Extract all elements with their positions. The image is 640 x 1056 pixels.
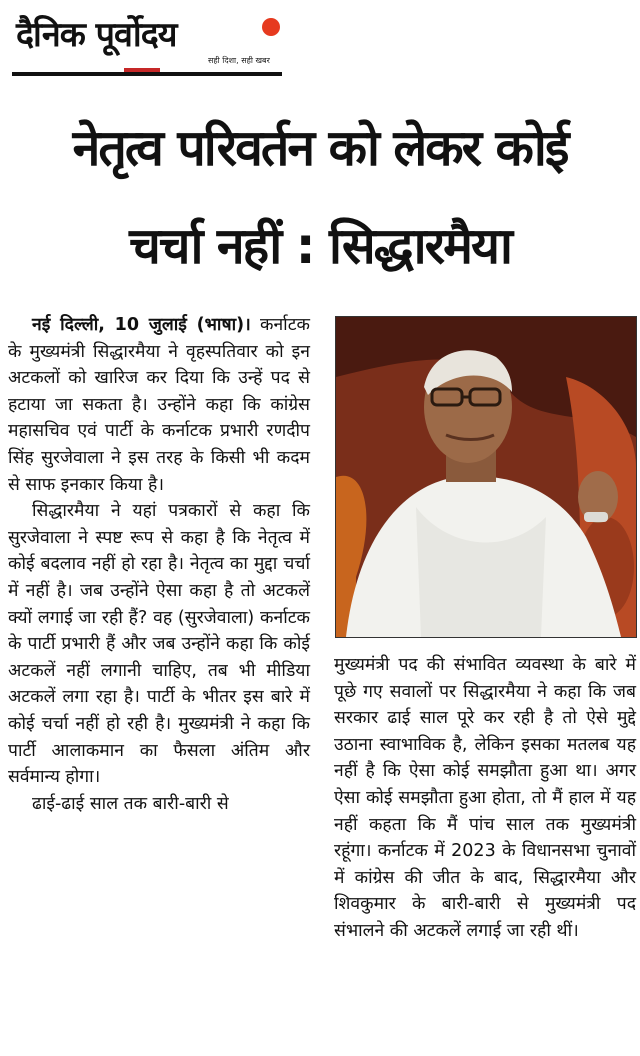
headline-line-1: नेतृत्व परिवर्तन को लेकर कोई xyxy=(72,119,568,177)
article-paragraph-3-continued: मुख्यमंत्री पद की संभावित व्यवस्था के बारे में पूछे गए सवालों पर सिद्धारमैया ने कहा कि जब सरकार ढाई साल पूरे कर रही है तो ऐसे मुद्दे उठाना स्वाभाविक है, लेकिन इसका मतलब यह नहीं है कि ऐसा कोई समझौता हुआ था। अगर ऐसा कोई समझौता हुआ होता, तो मैं हाल में यह नहीं कहता कि मैं पांच साल तक मुख्यमंत्री रहूंगा। कर्नाटक में 2023 के विधानसभा चुनावों में कांग्रेस की जीत के बाद, सिद्धारमैया और शिवकुमार के बारी-बारी से मुख्यमंत्री पद संभालने की अटकलें लगाई जा रही थीं। xyxy=(334,655,636,941)
article-column-right xyxy=(334,652,636,945)
paragraph-1-text: कर्नाटक के मुख्यमंत्री सिद्धारमैया ने वृहस्पतिवार को इन अटकलों को खारिज कर दिया कि उन्हें पद से हटाया जा सकता है। उन्होंने कहा कि कांग्रेस महासचिव एवं पार्टी के कर्नाटक प्रभारी रणदीप सिंह सुरजेवाला ने इस तरह के किसी भी कदम से साफ इनकार किया है। xyxy=(8,315,310,495)
masthead-tagline: सही दिशा, सही खबर xyxy=(208,56,270,65)
headline-line-2: चर्चा नहीं : सिद्धारमैया xyxy=(129,217,511,275)
masthead-rule xyxy=(12,72,282,76)
dateline: नई दिल्ली, 10 जुलाई (भाषा)। xyxy=(32,315,251,335)
brand-dot-icon xyxy=(262,18,280,36)
article-photo xyxy=(335,316,637,638)
masthead xyxy=(12,8,292,74)
chief-minister-photo-icon xyxy=(336,317,636,637)
article-column-left xyxy=(8,312,310,817)
article-paragraph-1 xyxy=(8,312,310,498)
masthead-brand: दैनिक पूर्वोदय xyxy=(16,15,177,55)
article-paragraph-2: सिद्धारमैया ने यहां पत्रकारों से कहा कि सुरजेवाला ने स्पष्ट रूप से कहा है कि नेतृत्व में कोई बदलाव नहीं हो रहा है। नेतृत्व का मुद्दा चर्चा में नहीं है। जब उन्होंने ऐसा कहा है तो अटकलें क्यों लगाई जा रही हैं? वह (सुरजेवाला) कर्नाटक के पार्टी प्रभारी हैं और जब उन्होंने कहा कि कोई अटकलें नहीं लगानी चाहिए, तब भी मीडिया अटकलें लगा रहा है। पार्टी के भीतर इस बारे में कोई चर्चा नहीं हो रही है। मुख्यमंत्री ने कहा कि पार्टी आलाकमान का फैसला अंतिम और सर्वमान्य होगा। xyxy=(8,501,310,788)
article-paragraph-3-start: ढाई-ढाई साल तक बारी-बारी से xyxy=(32,793,229,814)
